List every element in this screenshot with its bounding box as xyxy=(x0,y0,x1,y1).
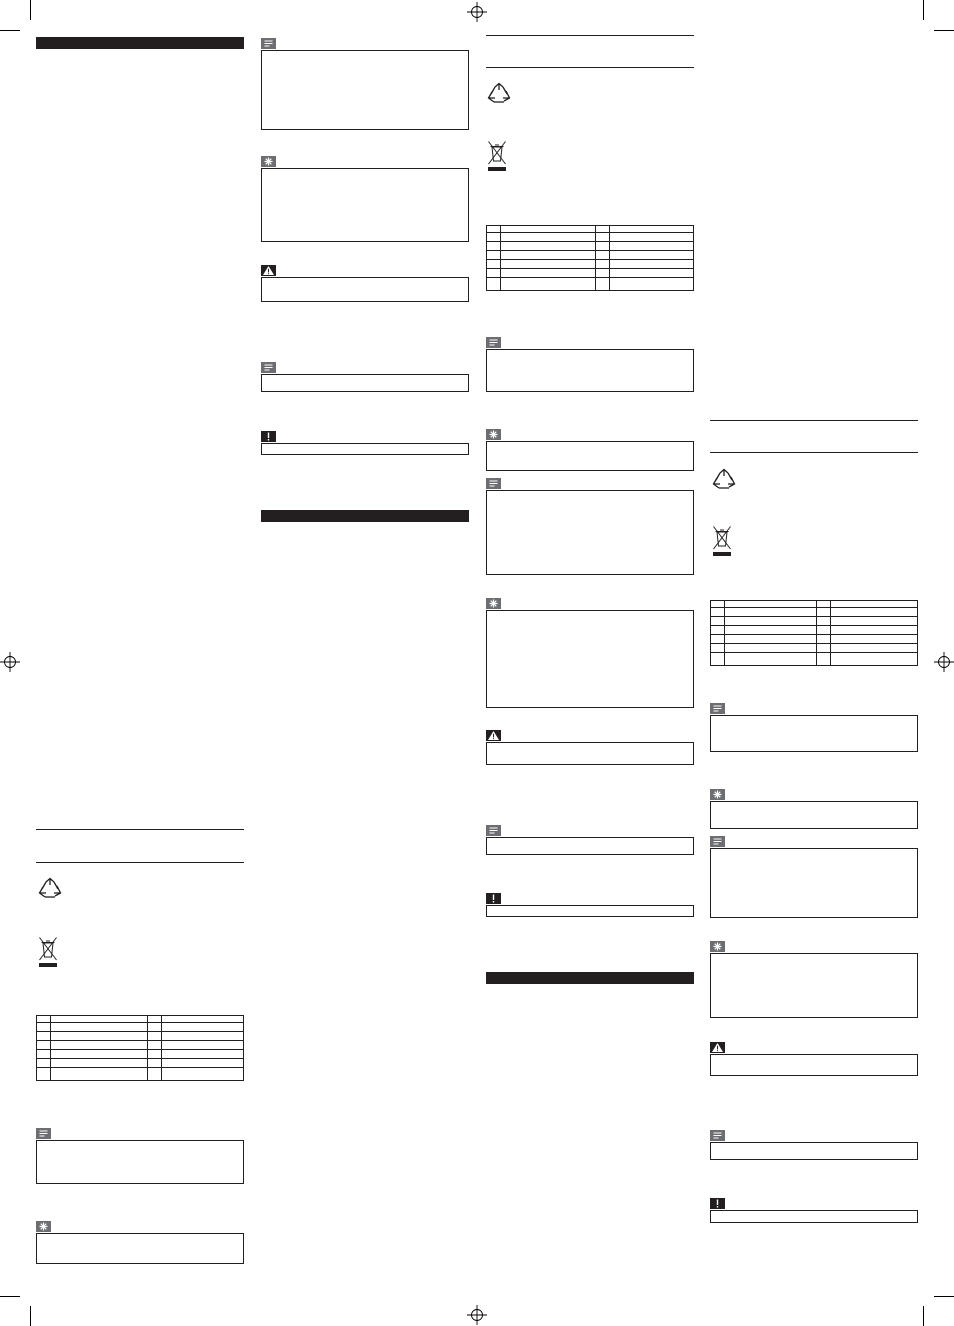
caution-header xyxy=(261,431,276,442)
recycle-icon xyxy=(486,81,512,107)
data-table xyxy=(486,225,694,291)
note-header xyxy=(36,1128,51,1139)
note-header xyxy=(486,337,501,348)
note-box xyxy=(36,1140,244,1184)
tip-icon xyxy=(710,941,725,952)
section-rule xyxy=(36,829,244,830)
note-header xyxy=(710,836,725,847)
section-rule xyxy=(710,420,918,421)
registration-mark xyxy=(467,2,487,22)
section-rule xyxy=(486,35,694,36)
note-header xyxy=(486,825,501,836)
crop-mark xyxy=(0,30,20,31)
crop-mark xyxy=(0,1296,20,1297)
warning-header xyxy=(486,730,501,741)
warning-icon xyxy=(486,730,501,741)
section-heading-bar xyxy=(36,37,244,49)
data-table xyxy=(710,600,918,666)
section-heading-bar xyxy=(261,510,469,522)
note-icon xyxy=(710,1130,725,1141)
warning-icon xyxy=(261,265,276,276)
note-header xyxy=(261,362,276,373)
warning-box xyxy=(486,742,694,765)
note-header xyxy=(710,1130,725,1141)
tip-header xyxy=(261,156,276,167)
note-box xyxy=(486,837,694,855)
note-icon xyxy=(486,825,501,836)
registration-mark xyxy=(934,652,954,672)
tip-header xyxy=(36,1221,51,1232)
tip-icon xyxy=(486,429,501,440)
crop-mark xyxy=(30,0,31,20)
note-icon xyxy=(710,703,725,714)
note-icon xyxy=(710,836,725,847)
note-box xyxy=(710,848,918,918)
note-box xyxy=(710,715,918,752)
crop-mark xyxy=(934,30,954,31)
warning-header xyxy=(261,265,276,276)
note-icon xyxy=(486,337,501,348)
note-header xyxy=(486,478,501,489)
note-icon xyxy=(36,1128,51,1139)
warning-icon xyxy=(710,1042,725,1053)
note-icon xyxy=(261,38,276,49)
note-header xyxy=(710,703,725,714)
caution-icon xyxy=(710,1198,725,1209)
warning-header xyxy=(710,1042,725,1053)
crop-mark xyxy=(30,1306,31,1326)
tip-box xyxy=(486,610,694,708)
section-rule xyxy=(36,862,244,863)
crop-mark xyxy=(923,1306,924,1326)
warning-box xyxy=(261,277,469,302)
crop-mark xyxy=(934,1296,954,1297)
recycle-icon xyxy=(711,467,737,493)
crossed-bin-icon xyxy=(712,524,732,557)
tip-box xyxy=(261,168,469,242)
registration-mark xyxy=(467,1305,487,1325)
caution-header xyxy=(710,1198,725,1209)
crop-mark xyxy=(923,0,924,20)
recycle-icon xyxy=(37,876,63,902)
section-rule xyxy=(710,452,918,453)
tip-box xyxy=(36,1233,244,1264)
tip-header xyxy=(486,598,501,609)
tip-header xyxy=(710,941,725,952)
warning-box xyxy=(710,1054,918,1076)
crossed-bin-icon xyxy=(38,935,58,968)
note-box xyxy=(710,1142,918,1160)
registration-mark xyxy=(0,652,20,672)
caution-header xyxy=(486,893,501,904)
note-box xyxy=(486,490,694,575)
caution-icon xyxy=(486,893,501,904)
note-icon xyxy=(261,362,276,373)
tip-box xyxy=(486,441,694,471)
section-rule xyxy=(486,67,694,68)
note-box xyxy=(261,50,469,130)
caution-icon xyxy=(261,431,276,442)
tip-icon xyxy=(710,789,725,800)
tip-box xyxy=(710,953,918,1018)
tip-icon xyxy=(486,598,501,609)
caution-box xyxy=(261,443,469,455)
note-header xyxy=(261,38,276,49)
tip-header xyxy=(486,429,501,440)
note-icon xyxy=(486,478,501,489)
crossed-bin-icon xyxy=(487,139,507,172)
tip-icon xyxy=(261,156,276,167)
tip-icon xyxy=(36,1221,51,1232)
caution-box xyxy=(486,905,694,917)
note-box xyxy=(486,349,694,392)
tip-header xyxy=(710,789,725,800)
data-table xyxy=(36,1015,244,1081)
note-box xyxy=(261,374,469,392)
caution-box xyxy=(710,1210,918,1223)
tip-box xyxy=(710,801,918,829)
section-heading-bar xyxy=(486,972,694,984)
